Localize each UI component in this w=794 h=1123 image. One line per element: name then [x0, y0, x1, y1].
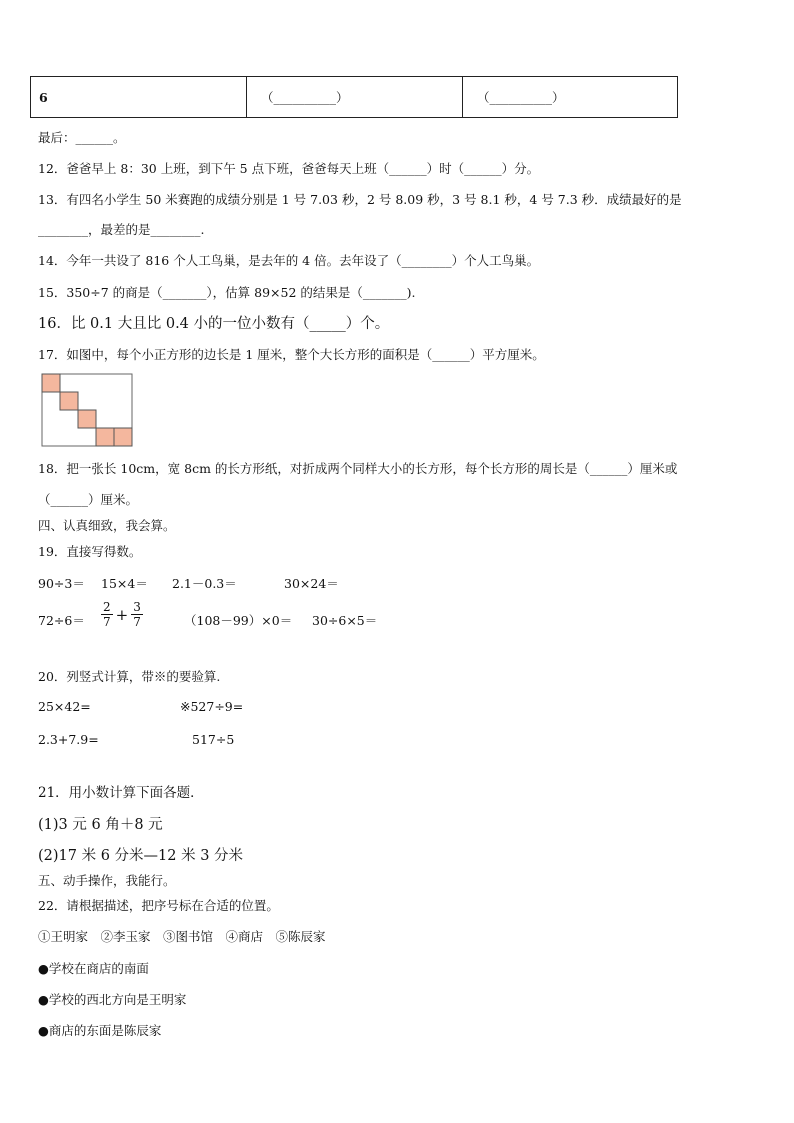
question-22-options: ①王明家 ②李玉家 ③图书馆 ④商店 ⑤陈辰家: [38, 929, 326, 944]
q20-item-1: 25×42=: [38, 699, 91, 714]
question-18-line2: （______）厘米。: [38, 492, 139, 507]
small-square-1: [42, 374, 60, 392]
question-19-title: 19．直接写得数。: [38, 544, 142, 559]
q22-clue-3: ●商店的东面是陈辰家: [38, 1023, 162, 1038]
question-21-title: 21．用小数计算下面各题．: [38, 785, 204, 801]
answer-table-row: [30, 76, 678, 118]
fraction-numerator: 3: [133, 600, 141, 614]
question-15: 15．350÷7 的商是（_______），估算 89×52 的结果是（_______).: [38, 285, 416, 300]
fraction-denominator: 7: [103, 615, 111, 629]
q20-item-4: 517÷5: [192, 732, 235, 747]
fraction-denominator: 7: [133, 615, 141, 629]
table-cell-label: 6: [39, 89, 48, 105]
fraction-3-7: [131, 600, 143, 629]
question-21-part-2: (2)17 米 6 分米—12 米 3 分米: [38, 848, 244, 864]
table-cell-blank-1[interactable]: （__________）: [246, 77, 462, 117]
question-14: 14．今年一共设了 816 个人工鸟巢，是去年的 4 倍。去年设了（________）个人工鸟巢。: [38, 253, 540, 268]
q19-item-5: 72÷6＝: [38, 613, 85, 628]
section-5-heading: 五、动手操作，我能行。: [38, 873, 176, 888]
question-21-part-1: (1)3 元 6 角＋8 元: [38, 817, 163, 833]
fraction-numerator: 2: [103, 600, 111, 614]
plus-sign: +: [115, 605, 129, 624]
q19-item-4: 30×24＝: [284, 576, 339, 591]
question-17: 17．如图中，每个小正方形的边长是 1 厘米，整个大长方形的面积是（______）平方厘米。: [38, 347, 545, 362]
question-13-line2: ________，最差的是________.: [38, 222, 205, 237]
last-answer: 最后：______。: [38, 130, 126, 145]
q22-clue-2: ●学校的西北方向是王明家: [38, 992, 187, 1007]
table-cell-blank-2[interactable]: （__________）: [462, 77, 677, 117]
small-square-4: [96, 428, 114, 446]
q19-item-1: 90÷3＝: [38, 576, 85, 591]
staircase-rectangle-figure: [40, 372, 135, 448]
question-13-line1: 13．有四名小学生 50 米赛跑的成绩分别是 1 号 7.03 秒，2 号 8.09 秒，3 号 8.1 秒，4 号 7.3 秒．成绩最好的是: [38, 192, 682, 207]
question-22-title: 22．请根据描述，把序号标在合适的位置。: [38, 898, 279, 913]
small-square-5: [114, 428, 132, 446]
fraction-2-7: [101, 600, 113, 629]
q20-item-3: 2.3+7.9=: [38, 732, 99, 747]
question-18-line1: 18．把一张长 10cm，宽 8cm 的长方形纸，对折成两个同样大小的长方形，每个长方形的周长是（______）厘米或: [38, 461, 678, 476]
question-16: 16．比 0.1 大且比 0.4 小的一位小数有（_____）个。: [38, 316, 390, 332]
q19-item-8: 30÷6×5＝: [312, 613, 378, 628]
q22-clue-1: ●学校在商店的南面: [38, 961, 149, 976]
q19-item-2: 15×4＝: [101, 576, 148, 591]
q19-fraction-sum: [101, 600, 143, 629]
small-square-2: [60, 392, 78, 410]
question-20-title: 20．列竖式计算，带※的要验算.: [38, 669, 221, 684]
q19-item-7: （108－99）×0＝: [184, 613, 293, 628]
q20-item-2: ※527÷9=: [180, 699, 244, 714]
q19-item-3: 2.1－0.3＝: [172, 576, 237, 591]
section-4-heading: 四、认真细致，我会算。: [38, 518, 176, 533]
small-square-3: [78, 410, 96, 428]
question-12: 12．爸爸早上 8：30 上班，到下午 5 点下班，爸爸每天上班（______）时（______）分。: [38, 161, 540, 176]
